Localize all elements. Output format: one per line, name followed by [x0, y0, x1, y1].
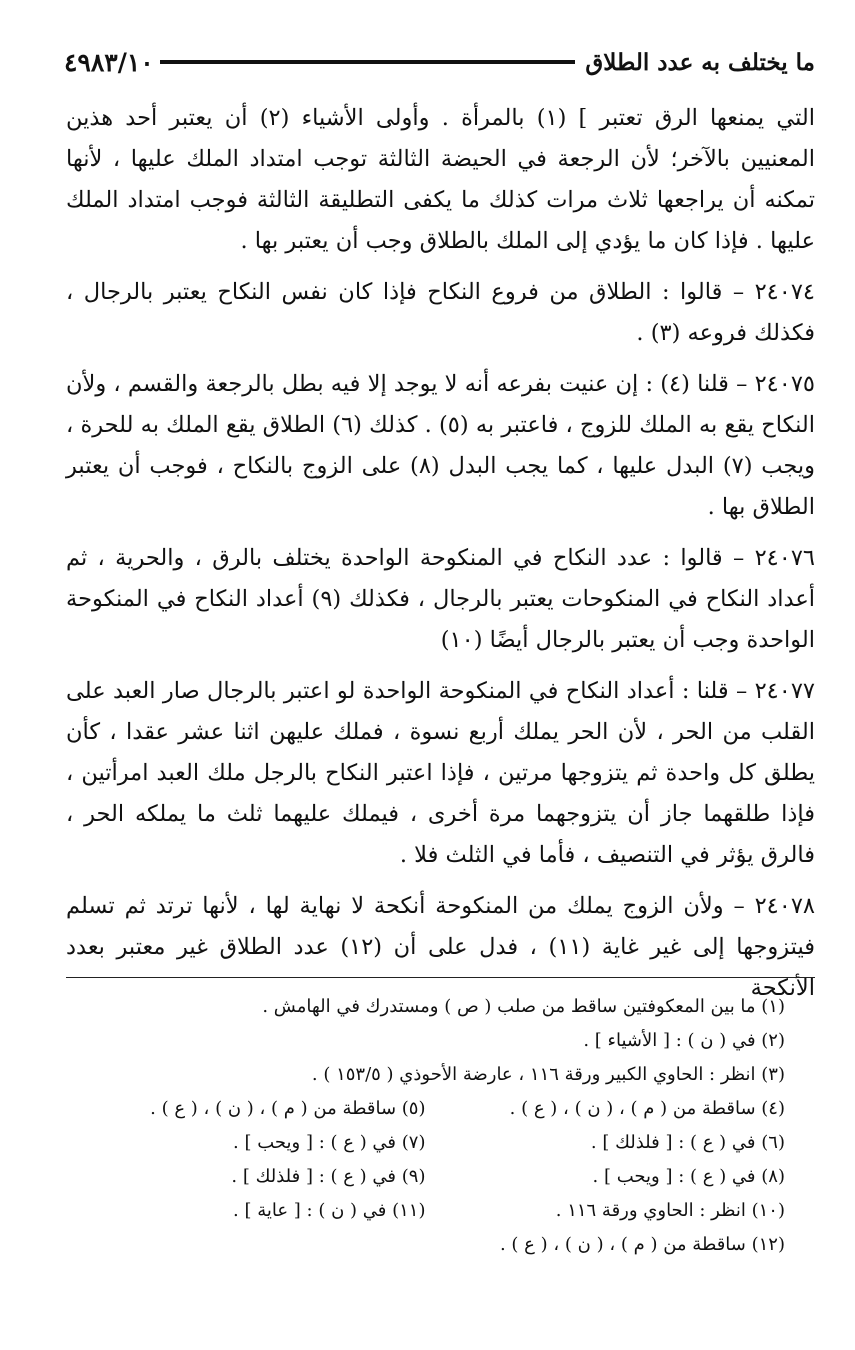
main-text [66, 98, 815, 1019]
footnote-separator [66, 977, 815, 978]
footnote: (٣) انظر : الحاوي الكبير ورقة ١١٦ ، عارضة الأحوذي ( ١٥٣/٥ ) . [311, 1064, 785, 1085]
footnote: (٨) في ( ع ) : [ ويحب ] . [592, 1166, 785, 1187]
footnote: (١) ما بين المعكوفتين ساقط من صلب ( ص ) ومستدرك في الهامش . [262, 996, 785, 1017]
footnote: (٩) في ( ع ) : [ فلذلك ] . [231, 1166, 426, 1187]
paragraph: ٢٤٠٧٤ – قالوا : الطلاق من فروع النكاح فإذا كان نفس النكاح يعتبر بالرجال ، فكذلك فروعه (٣) . [66, 279, 815, 346]
paragraph: ٢٤٠٧٦ – قالوا : عدد النكاح في المنكوحة الواحدة يختلف بالرق ، والحرية ، ثم أعداد النكاح في المنكوحات يعتبر بالرجال ، فكذلك (٩) أعداد النكاح في المنكوحة الواحدة وجب أن يعتبر بالرجال أيضًا (١٠) [66, 545, 816, 653]
footnote-row [66, 1160, 785, 1194]
footnote-row [66, 1058, 785, 1092]
footnotes [66, 990, 785, 1262]
footnote-row [66, 1024, 785, 1058]
footnote: (٥) ساقطة من ( م ) ، ( ن ) ، ( ع ) . [150, 1098, 426, 1119]
running-header [64, 44, 815, 80]
footnote: (١٠) انظر : الحاوي ورقة ١١٦ . [555, 1200, 785, 1221]
paragraph: التي يمنعها الرق تعتبر ] (١) بالمرأة . وأولى الأشياء (٢) أن يعتبر أحد هذين المعنيين بالآخر؛ لأن الرجعة في الحيضة الثالثة توجب امتداد الملك عليها ، لأنها تمكنه أن يراجعها ثلاث مرات كذلك ما يكفى التطليقة الثالثة فوجب امتداد الملك عليها . فإذا كان ما يؤدي إلى الملك بالطلاق وجب أن يعتبر بها . [66, 105, 816, 254]
paragraph: ٢٤٠٧٨ – ولأن الزوج يملك من المنكوحة أنكحة لا نهاية لها ، لأنها ترتد ثم تسلم فيتزوجها إلى غير غاية (١١) ، فدل على أن (١٢) عدد الطلاق غير معتبر بعدد الأنكحة [66, 893, 815, 1001]
paragraph: ٢٤٠٧٥ – قلنا (٤) : إن عنيت بفرعه أنه لا يوجد إلا فيه بطل بالرجعة والقسم ، ولأن النكاح يقع به الملك للزوج ، فاعتبر به (٥) . كذلك (٦) الطلاق يقع الملك به للحرة ، ويجب (٧) البدل عليها ، كما يجب البدل (٨) على الزوج بالنكاح ، فوجب أن يعتبر الطلاق بها . [66, 371, 815, 520]
footnote-row [66, 1194, 785, 1228]
footnote: (١٢) ساقطة من ( م ) ، ( ن ) ، ( ع ) . [499, 1234, 785, 1255]
footnote: (٢) في ( ن ) : [ الأشياء ] . [583, 1030, 785, 1051]
running-title: ما يختلف به عدد الطلاق [585, 48, 815, 76]
footnote-row [66, 990, 785, 1024]
footnote: (٦) في ( ع ) : [ فلذلك ] . [590, 1132, 785, 1153]
footnote-row [66, 1228, 785, 1262]
page-number: ٤٩٨٣/١٠ [64, 47, 154, 77]
footnote: (٧) في ( ع ) : [ ويحب ] . [233, 1132, 426, 1153]
header-double-rule [160, 60, 576, 64]
footnote: (٤) ساقطة من ( م ) ، ( ن ) ، ( ع ) . [509, 1098, 785, 1119]
footnote-row [66, 1092, 785, 1126]
footnote-row [66, 1126, 785, 1160]
paragraph: ٢٤٠٧٧ – قلنا : أعداد النكاح في المنكوحة الواحدة لو اعتبر بالرجال صار العبد على القلب من الحر ، لأن الحر يملك أربع نسوة ، فملك عليهن اثنا عشر عقدا ، كأن يطلق كل واحدة ثم يتزوجها مرتين ، فإذا اعتبر النكاح بالرجل ملك العبد امرأتين ، فإذا طلقهما جاز أن يتزوجهما مرة أخرى ، فيملك عليهما ثلث ما يملكه الحر ، فالرق يؤثر في التنصيف ، فأما في الثلث فلا . [66, 678, 815, 868]
footnote: (١١) في ( ن ) : [ عاية ] . [233, 1200, 426, 1221]
